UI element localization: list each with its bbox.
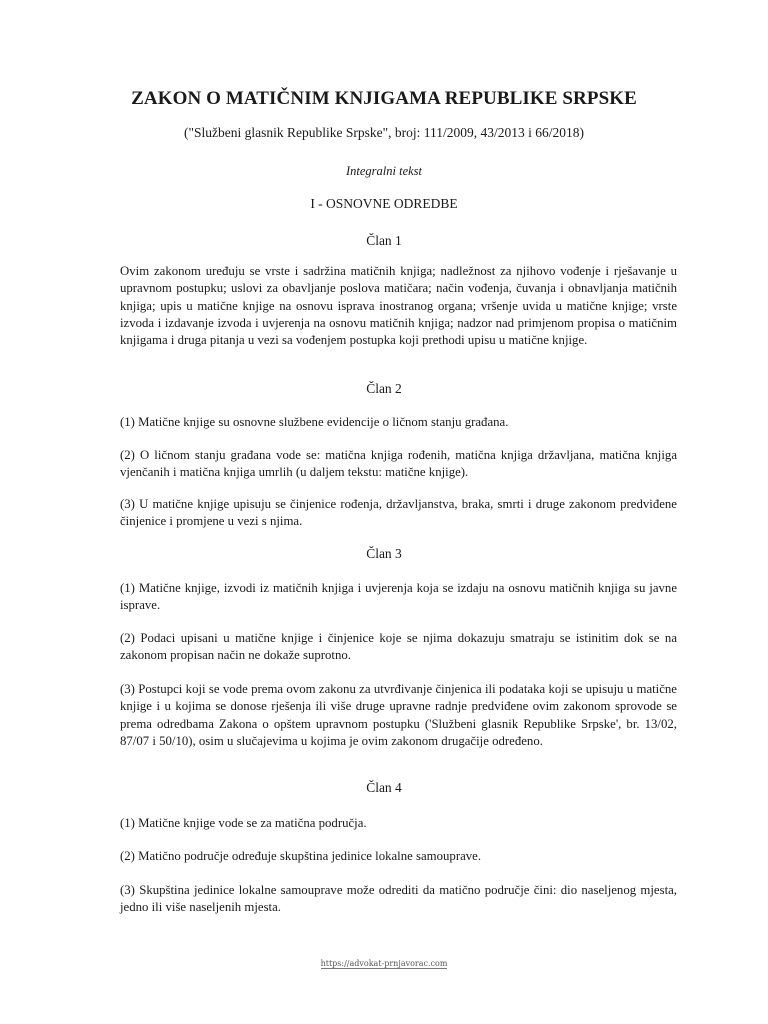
article-4-paragraph-3: (3) Skupština jedinice lokalne samouprave može odrediti da matično područje čini: dio naseljenog mjesta, jedno ili više naseljenih mjesta. <box>120 883 677 915</box>
article-2-heading: Član 2 <box>366 381 402 396</box>
footer-link[interactable]: https://advokat-prnjavorac.com <box>320 959 448 968</box>
integral-text-label: Integralni tekst <box>345 164 423 178</box>
article-4-heading: Član 4 <box>366 780 402 795</box>
article-3-paragraph-3: (3) Postupci koji se vode prema ovom zakonu za utvrđivanje činjenica ili podataka koji se upisuju u matične knjige i u kojima se donose rješenja ili više druge upravne radnje predviđene ovim zakonom sprovode se prema odredbama Zakona o opštem upravnom postupku ('Službeni glasnik Republike Srpske', br. 13/02, 87/07 i 50/10), osim u slučajevima u kojima je ovim zakonom drugačije određeno. <box>120 682 677 748</box>
article-2-paragraph-3: (3) U matične knjige upisuju se činjenice rođenja, državljanstva, braka, smrti i druge zakonom predviđene činjenice i promjene u vezi s njima. <box>120 497 677 529</box>
footer <box>0 959 768 968</box>
article-3-heading: Član 3 <box>366 546 402 561</box>
article-1-heading: Član 1 <box>366 233 402 248</box>
article-4-paragraph-1: (1) Matične knjige vode se za matična područja. <box>120 816 367 830</box>
article-2-paragraph-2: (2) O ličnom stanju građana vode se: matična knjiga rođenih, matična knjiga državljana, matična knjiga vjenčanih i matična knjiga umrlih (u daljem tekstu: matične knjige). <box>120 448 677 480</box>
section-heading: I - OSNOVNE ODREDBE <box>310 196 458 211</box>
article-1-paragraph: Ovim zakonom uređuju se vrste i sadržina matičnih knjiga; nadležnost za njihovo vođenje i rješavanje u upravnom postupku; uslovi za obavljanje poslova matičara; način vođenja, čuvanja i obnavljanja matičnih knjiga; upis u matične knjige na osnovu isprava inostranog organa; vršenje uvida u matične knjige; vrste izvoda i izdavanje izvoda i uvjerenja na osnovu matičnih knjiga; nadzor nad primjenom propisa o matičnim knjigama i druga pitanja u vezi sa vođenjem postupka koji prethodi upisu u matične knjige. <box>120 264 677 348</box>
article-3-paragraph-2: (2) Podaci upisani u matične knjige i činjenice koje se njima dokazuju smatraju se istinitim dok se na zakonom propisan način ne dokaže suprotno. <box>120 631 677 663</box>
article-2-paragraph-1: (1) Matične knjige su osnovne službene evidencije o ličnom stanju građana. <box>120 415 509 429</box>
document-subtitle: ("Službeni glasnik Republike Srpske", broj: 111/2009, 43/2013 i 66/2018) <box>184 125 584 140</box>
article-4-paragraph-2: (2) Matično područje određuje skupština jedinice lokalne samouprave. <box>120 849 482 863</box>
document-title: ZAKON O MATIČNIM KNJIGAMA REPUBLIKE SRPSKE <box>131 88 637 109</box>
article-3-paragraph-1: (1) Matične knjige, izvodi iz matičnih knjiga i uvjerenja koja se izdaju na osnovu matičnih knjiga su javne isprave. <box>120 581 677 613</box>
